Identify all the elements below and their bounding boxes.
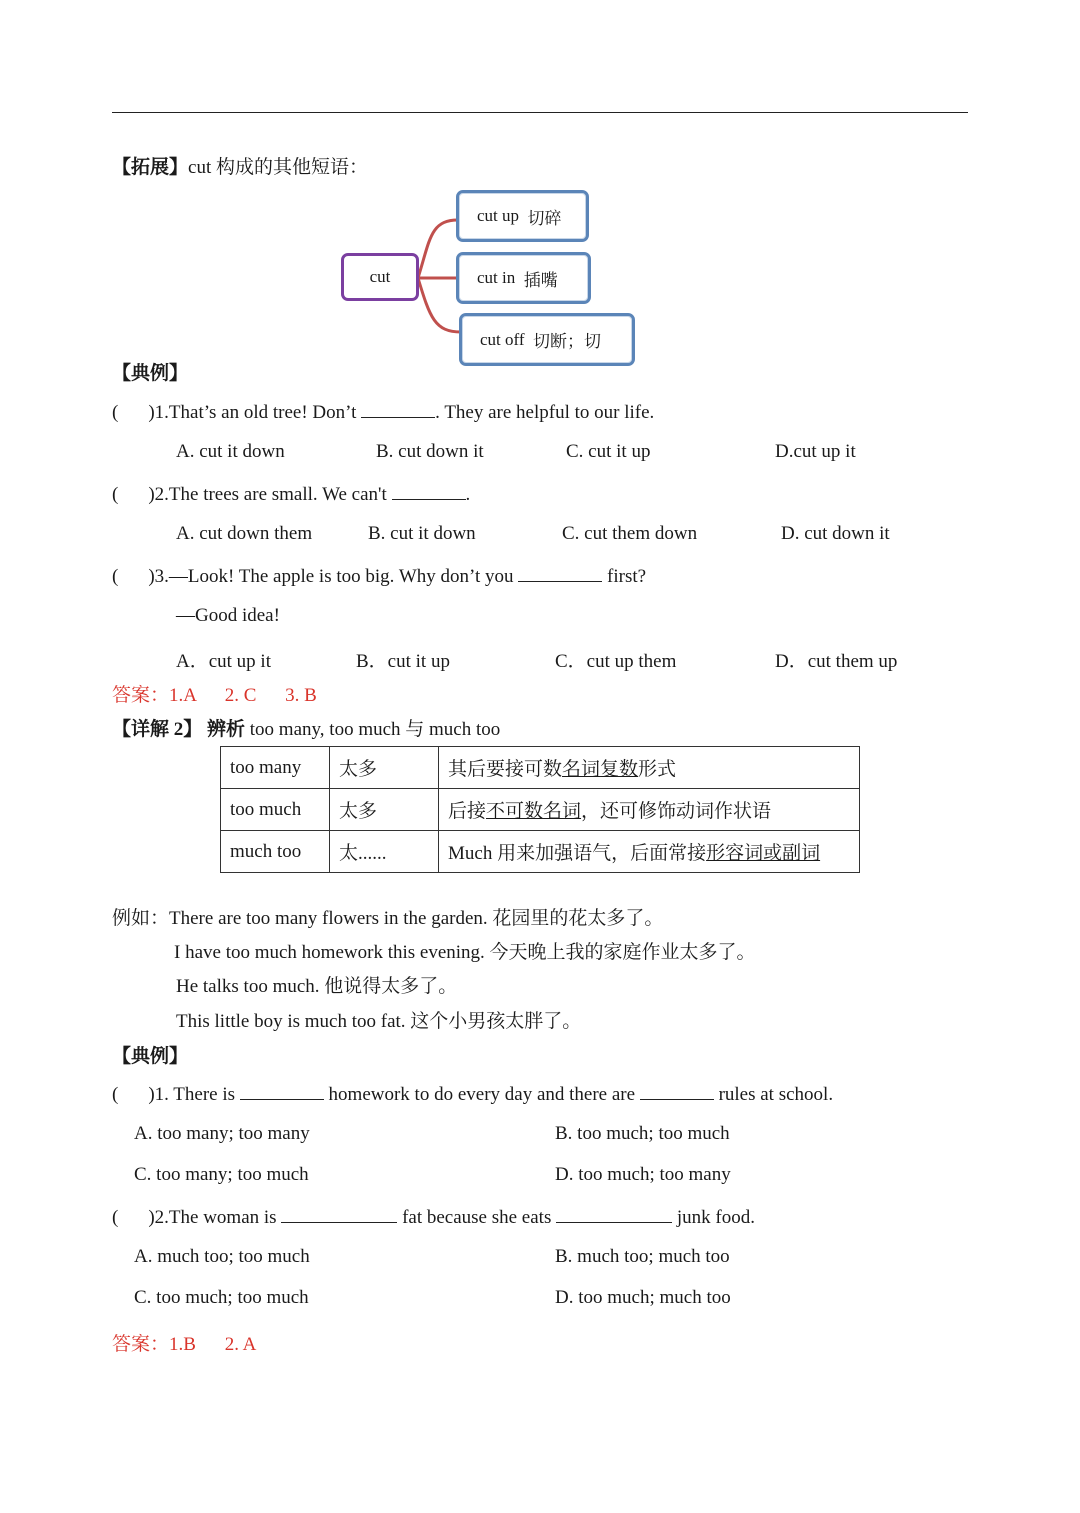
meaning-cell: 太多 bbox=[330, 789, 439, 831]
answer-blank bbox=[556, 1205, 672, 1223]
ex2-q1-option-c: C. too many; too much bbox=[134, 1164, 309, 1185]
examples-line-4: This little boy is much too fat. 这个小男孩太胖了。 bbox=[176, 1011, 582, 1032]
term-cell: too many bbox=[221, 747, 330, 789]
ex1-question-3: ( )3.—Look! The apple is too big. Why don’t you first? bbox=[112, 566, 647, 587]
ex2-q1-option-d: D. too much; too many bbox=[555, 1164, 731, 1185]
mindmap-root-label: cut bbox=[369, 267, 391, 286]
paren: ( bbox=[112, 484, 119, 505]
paren: ( bbox=[112, 1207, 119, 1228]
ex1-q2-option-b: B. cut it down bbox=[368, 523, 476, 544]
answer-blank bbox=[640, 1082, 714, 1100]
examples-label: 例如： bbox=[112, 908, 170, 929]
branch-meaning: 切断；切 bbox=[533, 332, 602, 351]
term-cell: too much bbox=[221, 789, 330, 831]
ex1-q3-reply: —Good idea! bbox=[176, 605, 280, 626]
ex1-question-1: ( )1.That’s an old tree! Don’t . They are helpful to our life. bbox=[112, 402, 655, 423]
paren: ( bbox=[112, 402, 119, 423]
mindmap-branch-cut-up bbox=[456, 190, 589, 242]
term-cell: much too bbox=[221, 831, 330, 873]
usage-cell: Much 用来加强语气，后面常接形容词或副词 bbox=[439, 831, 860, 873]
branch-meaning: 插嘴 bbox=[523, 270, 558, 290]
example2-heading: 【典例】 bbox=[112, 1046, 189, 1067]
usage-cell: 其后要接可数名词复数形式 bbox=[439, 747, 860, 789]
meaning-cell: 太多 bbox=[330, 747, 439, 789]
branch-phrase: cut up bbox=[477, 206, 520, 225]
comparison-table bbox=[220, 746, 860, 873]
detail2-heading: 【详解 2】 bbox=[112, 719, 203, 740]
detail2-heading-line bbox=[112, 714, 500, 741]
usage-cell: 后接不可数名词，还可修饰动词作状语 bbox=[439, 789, 860, 831]
ex1-q3-option-b: B．cut it up bbox=[356, 651, 450, 672]
ex1-answers: 答案：1.A 2. C 3. B bbox=[112, 685, 317, 706]
ex1-q2-option-c: C. cut them down bbox=[562, 523, 698, 544]
mindmap-branch-cut-off bbox=[459, 313, 635, 366]
answer-blank bbox=[361, 400, 435, 418]
example1-heading: 【典例】 bbox=[112, 363, 189, 384]
ex2-question-2: ( )2.The woman is fat because she eats junk food. bbox=[112, 1207, 755, 1228]
ex2-q2-option-c: C. too much; too much bbox=[134, 1287, 309, 1308]
examples-line-2: I have too much homework this evening. 今天晚上我的家庭作业太多了。 bbox=[174, 942, 756, 963]
ex1-question-2: ( )2.The trees are small. We can't . bbox=[112, 484, 471, 505]
branch-phrase: cut in bbox=[477, 268, 516, 287]
extension-title: cut 构成的其他短语： bbox=[188, 157, 368, 178]
table-row bbox=[221, 747, 860, 789]
branch-phrase: cut off bbox=[480, 329, 525, 349]
ex1-q1-option-a: A. cut it down bbox=[176, 441, 285, 462]
examples-line-3: He talks too much. 他说得太多了。 bbox=[176, 976, 458, 997]
answer-blank bbox=[281, 1205, 397, 1223]
meaning-cell: 太...... bbox=[330, 831, 439, 873]
ex1-q1-option-c: C. cut it up bbox=[566, 441, 651, 462]
mindmap-root bbox=[341, 253, 419, 301]
detail2-title: too many, too much 与 much too bbox=[249, 719, 501, 740]
answer-blank bbox=[392, 482, 466, 500]
ex2-answers: 答案：1.B 2. A bbox=[112, 1334, 257, 1355]
mindmap-branch-cut-in bbox=[456, 252, 591, 304]
paren: ( bbox=[112, 566, 119, 587]
examples-line-1: 例如：There are too many flowers in the garden. 花园里的花太多了。 bbox=[112, 908, 664, 929]
ex2-q1-option-b: B. too much; too much bbox=[555, 1123, 730, 1144]
ex1-q3-option-c: C．cut up them bbox=[555, 651, 677, 672]
answer-blank bbox=[518, 564, 602, 582]
answer-blank bbox=[240, 1082, 324, 1100]
answer-label: 答案： bbox=[112, 1334, 170, 1355]
ex1-q3-option-d: D．cut them up bbox=[775, 651, 898, 672]
table-row bbox=[221, 831, 860, 873]
table-row bbox=[221, 789, 860, 831]
ex1-q3-option-a: A．cut up it bbox=[176, 651, 271, 672]
ex1-q1-option-d: D.cut up it bbox=[775, 441, 856, 462]
branch-meaning: 切碎 bbox=[527, 208, 562, 228]
ex2-q2-option-b: B. much too; much too bbox=[555, 1246, 730, 1267]
ex2-q2-option-d: D. too much; much too bbox=[555, 1287, 731, 1308]
ex1-q1-option-b: B. cut down it bbox=[376, 441, 484, 462]
extension-heading: 【拓展】 bbox=[112, 157, 189, 178]
ex1-q2-option-d: D. cut down it bbox=[781, 523, 890, 544]
ex2-q1-option-a: A. too many; too many bbox=[134, 1123, 310, 1144]
answer-label: 答案： bbox=[112, 685, 170, 706]
paren: ( bbox=[112, 1084, 119, 1105]
ex1-q2-option-a: A. cut down them bbox=[176, 523, 313, 544]
ex2-question-1: ( )1. There is homework to do every day and there are rules at school. bbox=[112, 1084, 834, 1105]
ex2-q2-option-a: A. much too; too much bbox=[134, 1246, 310, 1267]
detail2-title-bold: 辨析 bbox=[207, 719, 246, 740]
